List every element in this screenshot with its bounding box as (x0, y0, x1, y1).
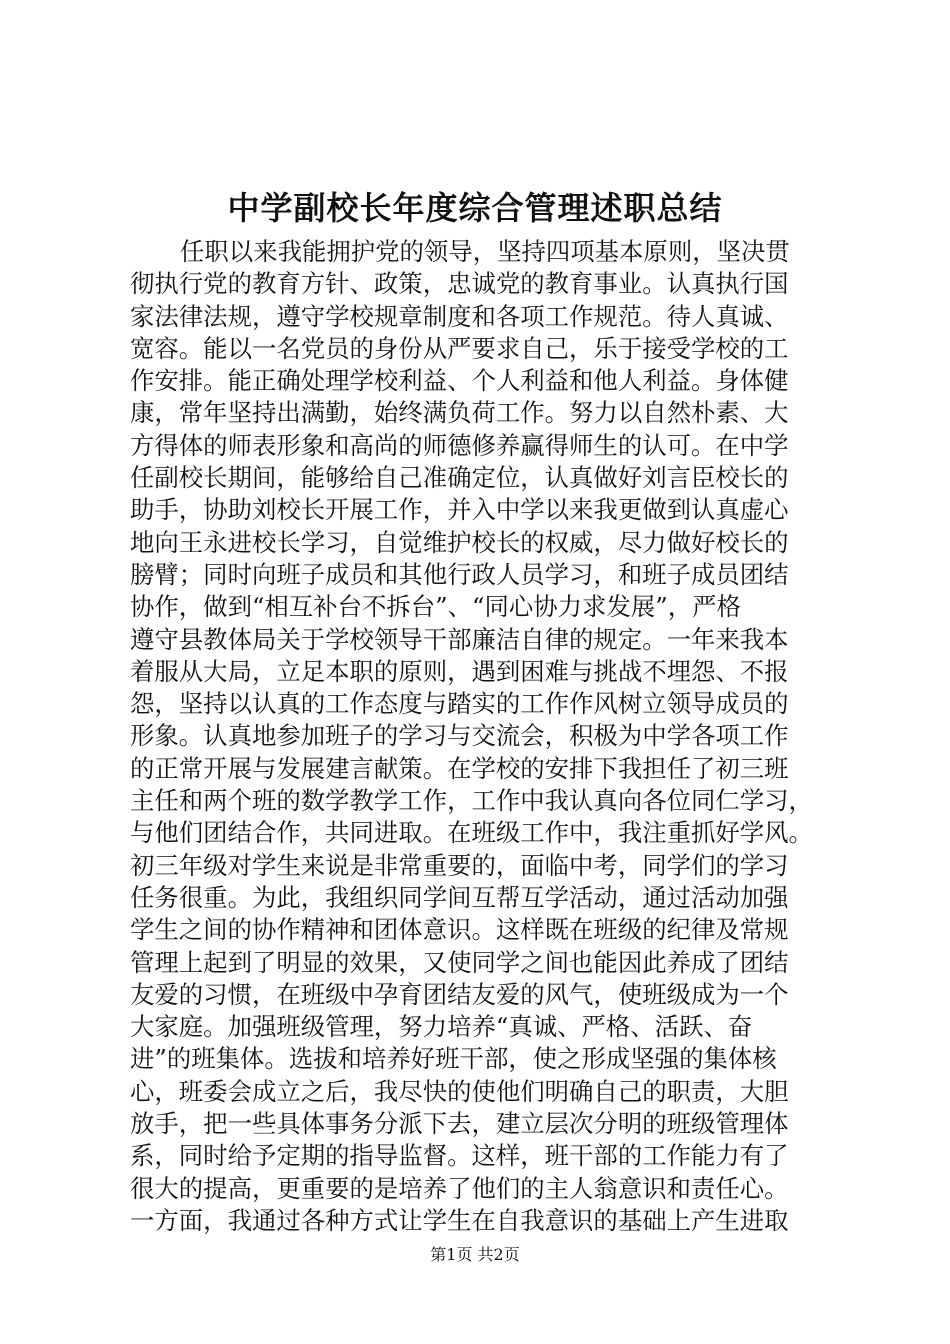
paragraph-line: 遵守县教体局关于学校领导干部廉洁自律的规定。一年来我本 (130, 624, 789, 654)
paragraph-line: 作安排。能正确处理学校利益、个人利益和他人利益。身体健 (130, 366, 789, 396)
paragraph-line: 任务很重。为此，我组织同学间互帮互学活动，通过活动加强 (130, 882, 789, 912)
paragraph-line: 一方面，我通过各种方式让学生在自我意识的基础上产生进取 (130, 1205, 789, 1235)
paragraph-line: 膀臂；同时向班子成员和其他行政人员学习，和班子成员团结 (130, 559, 789, 589)
paragraph-line: 管理上起到了明显的效果，又使同学之间也能因此养成了团结 (130, 947, 789, 977)
paragraph-line: 康，常年坚持出满勤，始终满负荷工作。努力以自然朴素、大 (130, 398, 789, 428)
paragraph-line: 着服从大局，立足本职的原则，遇到困难与挑战不埋怨、不报 (130, 656, 789, 686)
paragraph-line: 系，同时给予定期的指导监督。这样，班干部的工作能力有了 (130, 1141, 789, 1171)
paragraph-line: 形象。认真地参加班子的学习与交流会，积极为中学各项工作 (130, 721, 789, 751)
paragraph-line: 与他们团结合作，共同进取。在班级工作中，我注重抓好学风。 (130, 818, 813, 848)
paragraph-line: 家法律法规，遵守学校规章制度和各项工作规范。待人真诚、 (130, 301, 789, 331)
page-footer: 第1页 共2页 (430, 1245, 520, 1264)
paragraph-line: 初三年级对学生来说是非常重要的，面临中考，同学们的学习 (130, 850, 789, 880)
paragraph-line: 很大的提高，更重要的是培养了他们的主人翁意识和责任心。 (130, 1173, 789, 1203)
paragraph-line: 助手，协助刘校长开展工作，并入中学以来我更做到认真虚心 (130, 495, 789, 525)
paragraph-line: 友爱的习惯，在班级中孕育团结友爱的风气，使班级成为一个 (130, 979, 789, 1009)
paragraph-line: 进”的班集体。选拔和培养好班干部，使之形成坚强的集体核 (130, 1044, 777, 1074)
document-body (130, 236, 830, 1237)
paragraph-line: 主任和两个班的数学教学工作，工作中我认真向各位同仁学习， (130, 786, 813, 816)
paragraph-line: 心，班委会成立之后，我尽快的使他们明确自己的职责，大胆 (130, 1076, 789, 1106)
paragraph-line: 方得体的师表形象和高尚的师德修养赢得师生的认可。在中学 (130, 430, 789, 460)
paragraph-line: 放手，把一些具体事务分派下去，建立层次分明的班级管理体 (130, 1109, 789, 1139)
paragraph-line: 彻执行党的教育方针、政策，忠诚党的教育事业。认真执行国 (130, 269, 789, 299)
paragraph-line: 协作，做到“相互补台不拆台”、“同心协力求发展”，严格 (130, 592, 741, 622)
paragraph-line: 学生之间的协作精神和团体意识。这样既在班级的纪律及常规 (130, 915, 789, 945)
paragraph-line: 地向王永进校长学习，自觉维护校长的权威，尽力做好校长的 (130, 527, 789, 557)
document-title: 中学副校长年度综合管理述职总结 (227, 189, 723, 227)
paragraph-line: 大家庭。加强班级管理，努力培养“真诚、严格、活跃、奋 (130, 1012, 753, 1042)
paragraph-line: 宽容。能以一名党员的身份从严要求自己，乐于接受学校的工 (130, 333, 789, 363)
paragraph-line: 任职以来我能拥护党的领导，坚持四项基本原则，坚决贯 (180, 237, 790, 266)
paragraph-line: 任副校长期间，能够给自己准确定位，认真做好刘言臣校长的 (130, 463, 789, 493)
paragraph-line: 怨，坚持以认真的工作态度与踏实的工作作风树立领导成员的 (130, 689, 789, 719)
paragraph-line: 的正常开展与发展建言献策。在学校的安排下我担任了初三班 (130, 753, 789, 783)
